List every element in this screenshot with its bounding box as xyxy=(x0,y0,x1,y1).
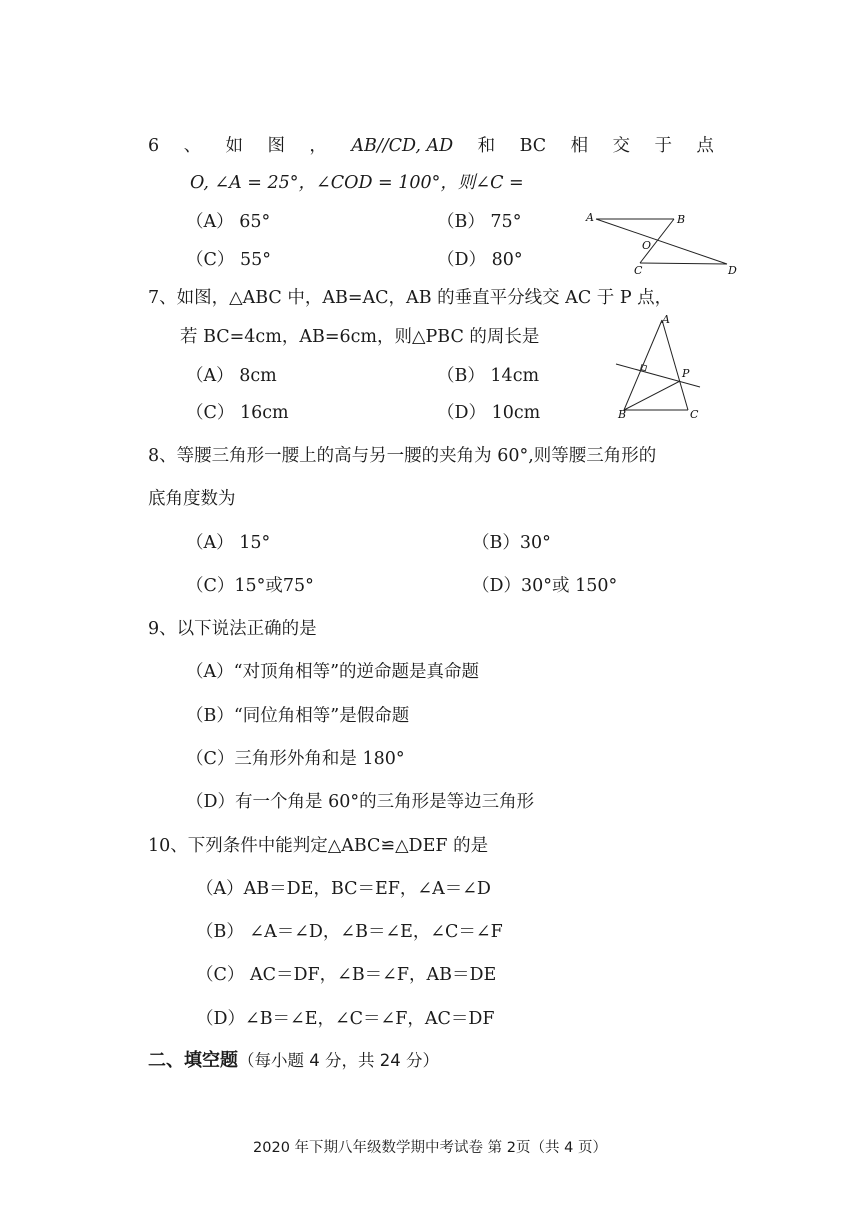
q9-title: 9、以下说法正确的是 xyxy=(148,619,317,639)
q7-option-c: （C） 16cm xyxy=(186,403,289,423)
q8-option-a: （A） 15° xyxy=(186,533,271,553)
q6-title-line xyxy=(148,134,714,158)
q6-figure xyxy=(580,208,740,280)
q6-figure-label-o: O xyxy=(642,239,652,252)
q6-figure-label-c: C xyxy=(634,264,643,277)
q6-title-part: 于 xyxy=(654,136,672,156)
q6-title-part: AB//CD, AD xyxy=(351,136,454,156)
q6-title-part: 如 xyxy=(225,136,244,156)
q7-option-d: （D） 10cm xyxy=(437,403,541,423)
q8-line1: 8、等腰三角形一腰上的高与另一腰的夹角为 60°,则等腰三角形的 xyxy=(148,446,657,466)
q7-line2: 若 BC=4cm，AB=6cm，则△PBC 的周长是 xyxy=(180,327,540,347)
q6-figure-label-a: A xyxy=(586,211,594,224)
q7-figure-label-c: C xyxy=(690,408,699,421)
q7-figure-label-a: A xyxy=(662,313,670,326)
q9-option-b: （B）“同位角相等”是假命题 xyxy=(186,706,410,726)
q6-title-part: 相 xyxy=(570,136,589,156)
q7-option-a: （A） 8cm xyxy=(186,366,277,386)
q6-figure-label-b: B xyxy=(677,213,686,226)
section-heading xyxy=(148,1049,439,1073)
q6-title-part: ， xyxy=(309,136,327,156)
q9-option-a: （A）“对顶角相等”的逆命题是真命题 xyxy=(186,662,480,682)
q6-title-part: 6 xyxy=(148,136,160,156)
q10-option-c: （C） AC＝DF，∠B＝∠F，AB＝DE xyxy=(196,965,497,985)
q6-title-part: 点 xyxy=(696,136,714,156)
q10-title: 10、下列条件中能判定△ABC≌△DEF 的是 xyxy=(148,836,489,856)
section-title: 二、填空题 xyxy=(148,1050,238,1071)
q6-title-part: 交 xyxy=(612,136,631,156)
q6-option-a: （A） 65° xyxy=(186,212,271,232)
q10-option-b: （B） ∠A＝∠D，∠B＝∠E，∠C＝∠F xyxy=(196,922,503,942)
q7-figure-label-b: B xyxy=(618,408,627,421)
q9-option-d: （D）有一个角是 60°的三角形是等边三角形 xyxy=(186,792,535,812)
q6-title-part: 图 xyxy=(267,136,285,156)
q8-option-c: （C）15°或75° xyxy=(186,576,314,596)
q6-option-c: （C） 55° xyxy=(186,250,271,270)
section-note: （每小题 4 分，共 24 分） xyxy=(238,1051,439,1070)
q9-option-c: （C）三角形外角和是 180° xyxy=(186,749,405,769)
q6-title-part: 、 xyxy=(183,136,202,156)
q6-title-part: 和 xyxy=(477,136,496,156)
q8-line2: 底角度数为 xyxy=(148,489,236,509)
page-footer: 2020 年下期八年级数学期中考试卷 第 2页（共 4 页） xyxy=(253,1140,607,1156)
q7-option-b: （B） 14cm xyxy=(437,366,540,386)
q7-figure xyxy=(604,312,708,422)
q6-title-part: BC xyxy=(519,136,547,156)
q10-option-d: （D）∠B＝∠E，∠C＝∠F，AC＝DF xyxy=(196,1009,495,1029)
q10-option-a: （A）AB＝DE，BC＝EF，∠A＝∠D xyxy=(196,879,491,899)
q7-figure-label-p: P xyxy=(682,367,690,380)
q8-option-b: （B）30° xyxy=(472,533,551,553)
q8-option-d: （D）30°或 150° xyxy=(472,576,618,596)
q6-line2: O, ∠A = 25°，∠COD = 100°，则∠C = xyxy=(190,173,524,193)
q6-option-d: （D） 80° xyxy=(437,250,523,270)
q6-option-b: （B） 75° xyxy=(437,212,522,232)
q7-line1: 7、如图，△ABC 中，AB=AC，AB 的垂直平分线交 AC 于 P 点， xyxy=(148,288,673,308)
q6-figure-label-d: D xyxy=(728,264,737,277)
